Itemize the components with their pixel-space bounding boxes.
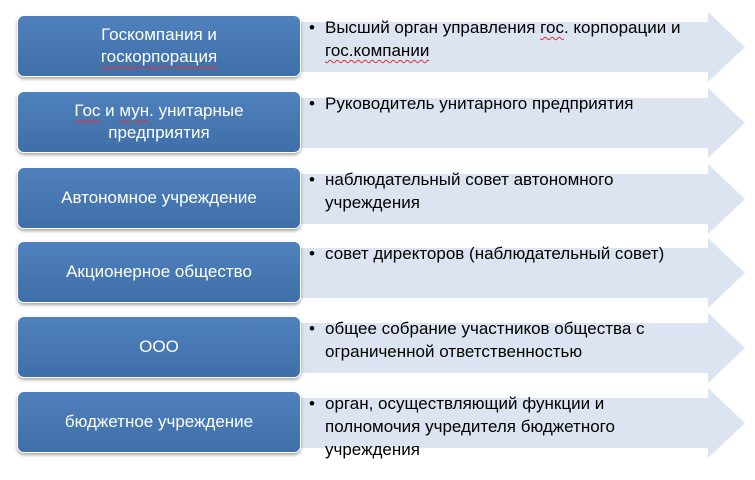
bullet-icon: • bbox=[309, 244, 315, 263]
governance-body-text: • общее собрание участников общества с ограниченной ответственностью bbox=[309, 319, 645, 361]
entity-label: Госкомпания и госкорпорация bbox=[100, 25, 218, 66]
governance-body-text: • Руководитель унитарного предприятия bbox=[309, 94, 634, 113]
bullet-icon: • bbox=[309, 94, 315, 113]
governance-body-text: • орган, осуществляющий функции и полномочия учредителя бюджетного учреждения bbox=[309, 394, 615, 459]
entity-label: Автономное учреждение bbox=[61, 188, 257, 207]
entity-label: Акционерное общество bbox=[66, 262, 252, 281]
entity-label: ООО bbox=[139, 337, 179, 356]
governance-body-text: • Высший орган управления гос. корпорации и гос.компании bbox=[309, 18, 681, 60]
entity-box-joint-stock-company bbox=[17, 241, 301, 303]
entity-box-unitary-enterprise bbox=[17, 91, 301, 153]
entity-box-budget-institution bbox=[17, 391, 301, 453]
bullet-icon: • bbox=[309, 319, 315, 338]
bullet-icon: • bbox=[309, 394, 315, 413]
entity-box-llc bbox=[17, 316, 301, 378]
entity-label: Гос и мун. унитарные предприятия bbox=[74, 101, 244, 142]
entity-label: бюджетное учреждение bbox=[64, 412, 254, 431]
entity-box-autonomous-institution bbox=[17, 167, 301, 229]
bullet-icon: • bbox=[309, 170, 315, 189]
entity-box-goskompaniya bbox=[17, 15, 301, 77]
governance-body-text: • совет директоров (наблюдательный совет) bbox=[309, 244, 665, 263]
governance-body-text: • наблюдательный совет автономного учреждения bbox=[309, 170, 614, 212]
bullet-icon: • bbox=[309, 18, 315, 37]
